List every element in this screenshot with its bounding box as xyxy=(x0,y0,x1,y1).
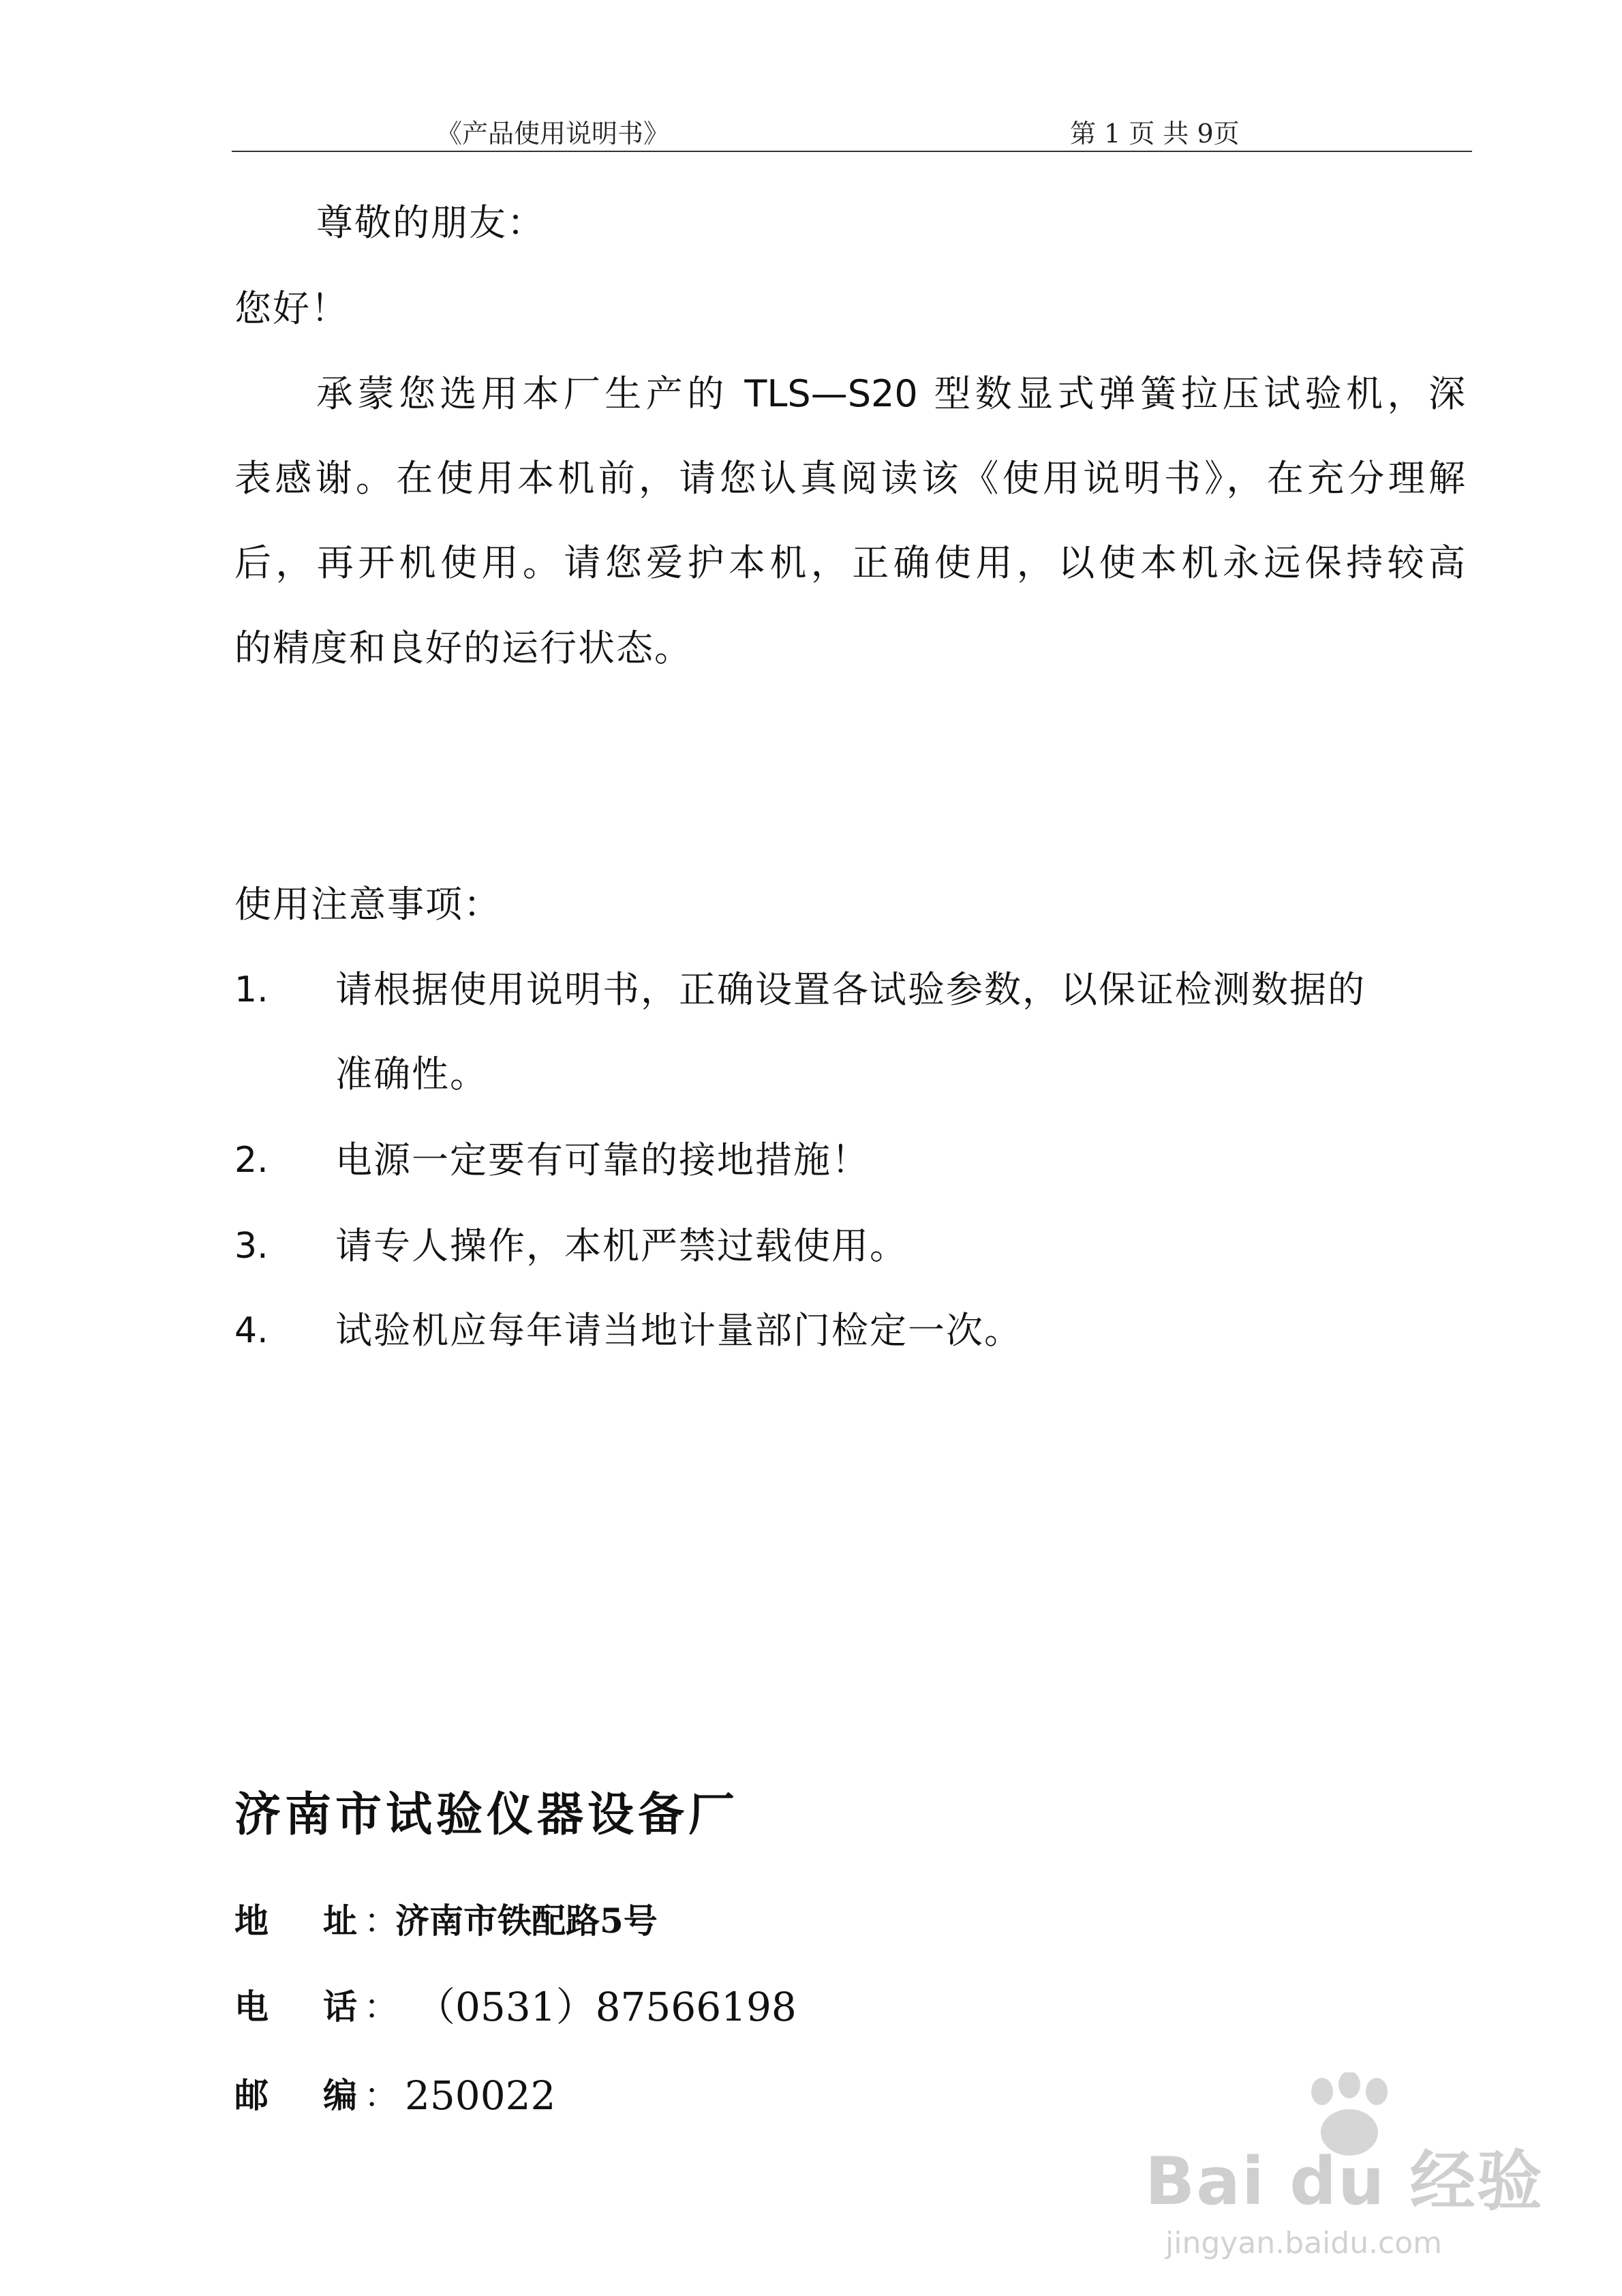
zip-label: 邮 编 xyxy=(234,2075,357,2115)
paragraph-line: 承蒙您选用本厂生产的 TLS—S20 型数显式弹簧拉压试验机，深 xyxy=(316,372,1465,415)
paragraph-line: 的精度和良好的运行状态。 xyxy=(234,626,692,669)
address-separator: ： xyxy=(364,1901,398,1941)
address-label: 地 址 xyxy=(234,1901,357,1941)
zip-value: 250022 xyxy=(405,2072,556,2119)
paragraph-line: 表感谢。在使用本机前，请您认真阅读该《使用说明书》，在充分理解 xyxy=(234,457,1465,500)
list-number: 4. xyxy=(234,1310,269,1351)
list-item: 请根据使用说明书，正确设置各试验参数，以保证检测数据的 xyxy=(335,968,1366,1011)
greeting: 您好！ xyxy=(234,287,349,330)
company-name: 济南市试验仪器设备厂 xyxy=(234,1787,739,1842)
address-value: 济南市铁配路5号 xyxy=(395,1901,658,1941)
baidu-watermark xyxy=(1145,2072,1554,2270)
phone-value: （0531）87566198 xyxy=(416,1984,797,2030)
list-number: 3. xyxy=(234,1226,269,1267)
page-header xyxy=(232,112,1472,152)
list-item: 请专人操作，本机严禁过载使用。 xyxy=(335,1224,908,1267)
notes-heading: 使用注意事项： xyxy=(234,883,502,926)
phone-label: 电 话 xyxy=(234,1987,357,2027)
document-title: 《产品使用说明书》 xyxy=(436,119,670,149)
salutation: 尊敬的朋友： xyxy=(316,201,545,244)
phone-separator: ： xyxy=(364,1987,398,2027)
page-indicator: 第 1 页 共 9页 xyxy=(1070,119,1240,149)
list-item: 试验机应每年请当地计量部门检定一次。 xyxy=(335,1309,1022,1352)
zip-separator: ： xyxy=(364,2076,398,2115)
watermark-url: jingyan.baidu.com xyxy=(1165,2226,1443,2261)
list-item-continuation: 准确性。 xyxy=(335,1053,488,1096)
list-number: 2. xyxy=(234,1140,269,1181)
watermark-brand: Bai du 经验 xyxy=(1145,2143,1544,2220)
paragraph-line: 后，再开机使用。请您爱护本机，正确使用，以使本机永远保持较高 xyxy=(234,541,1465,584)
list-item: 电源一定要有可靠的接地措施！ xyxy=(335,1138,870,1181)
list-number: 1. xyxy=(234,969,269,1010)
